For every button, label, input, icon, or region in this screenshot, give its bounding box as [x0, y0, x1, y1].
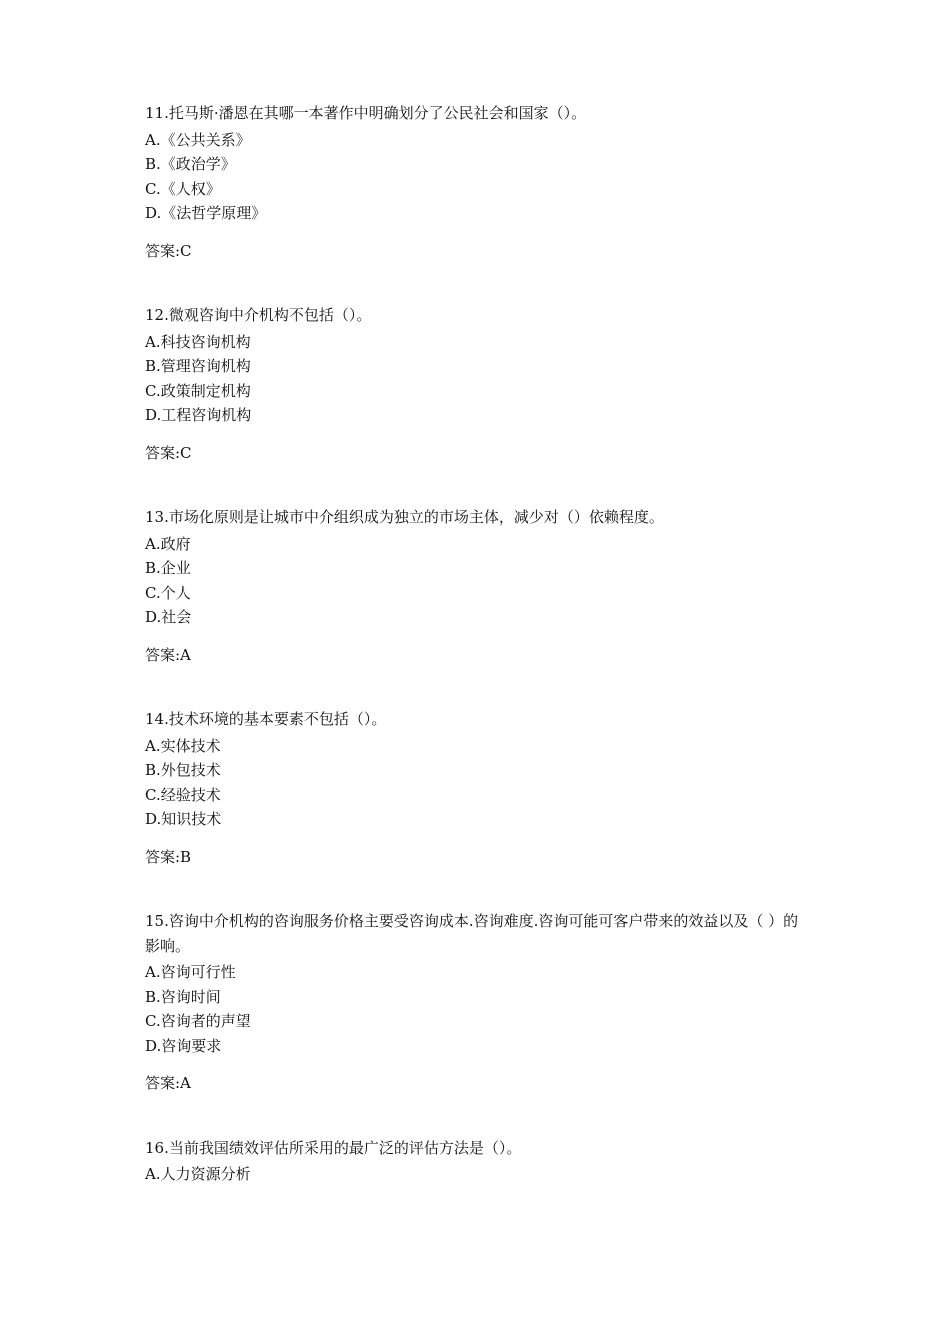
- option-a: A.实体技术: [145, 736, 221, 755]
- answer-text: 答案:A: [145, 1074, 191, 1092]
- question-text: 16.当前我国绩效评估所采用的最广泛的评估方法是（）。: [145, 1138, 522, 1157]
- question-14: [145, 707, 810, 869]
- option-b: B.企业: [145, 559, 191, 577]
- question-13: [145, 505, 810, 667]
- question-list: [145, 101, 810, 1227]
- option-d: D.《法哲学原理》: [145, 204, 267, 222]
- question-16: [145, 1136, 810, 1187]
- option-c: C.个人: [145, 583, 191, 602]
- option-c: C.经验技术: [145, 785, 221, 804]
- option-c: C.《人权》: [145, 179, 221, 198]
- option-b: B.《政治学》: [145, 155, 236, 173]
- option-a: A.《公共关系》: [145, 130, 251, 149]
- question-11: [145, 101, 810, 263]
- option-b: B.管理咨询机构: [145, 357, 251, 375]
- option-d: D.社会: [145, 608, 192, 626]
- question-text: 11.托马斯·潘恩在其哪一本著作中明确划分了公民社会和国家（）。: [145, 104, 587, 122]
- option-c: C.政策制定机构: [145, 381, 251, 400]
- option-a: A.咨询可行性: [145, 963, 236, 981]
- option-d: D.咨询要求: [145, 1036, 222, 1055]
- question-text: 12.微观咨询中介机构不包括（）。: [145, 306, 372, 324]
- question-text: 14.技术环境的基本要素不包括（）。: [145, 710, 387, 728]
- answer-text: 答案:C: [145, 241, 192, 260]
- option-d: D.知识技术: [145, 810, 222, 828]
- option-b: B.外包技术: [145, 761, 221, 779]
- option-a: A.人力资源分析: [145, 1165, 251, 1183]
- option-b: B.咨询时间: [145, 987, 221, 1006]
- option-d: D.工程咨询机构: [145, 406, 252, 424]
- answer-text: 答案:B: [145, 847, 192, 866]
- question-text: 15.咨询中介机构的咨询服务价格主要受咨询成本.咨询难度.咨询可能可客户带来的效益以及（ ）的影响。: [145, 912, 799, 955]
- question-15: [145, 909, 810, 1096]
- answer-text: 答案:C: [145, 443, 192, 462]
- option-a: A.科技咨询机构: [145, 332, 251, 351]
- option-c: C.咨询者的声望: [145, 1012, 251, 1030]
- option-a: A.政府: [145, 534, 191, 553]
- answer-text: 答案:A: [145, 645, 191, 664]
- question-text: 13.市场化原则是让城市中介组织成为独立的市场主体，减少对（）依赖程度。: [145, 508, 664, 526]
- question-12: [145, 303, 810, 465]
